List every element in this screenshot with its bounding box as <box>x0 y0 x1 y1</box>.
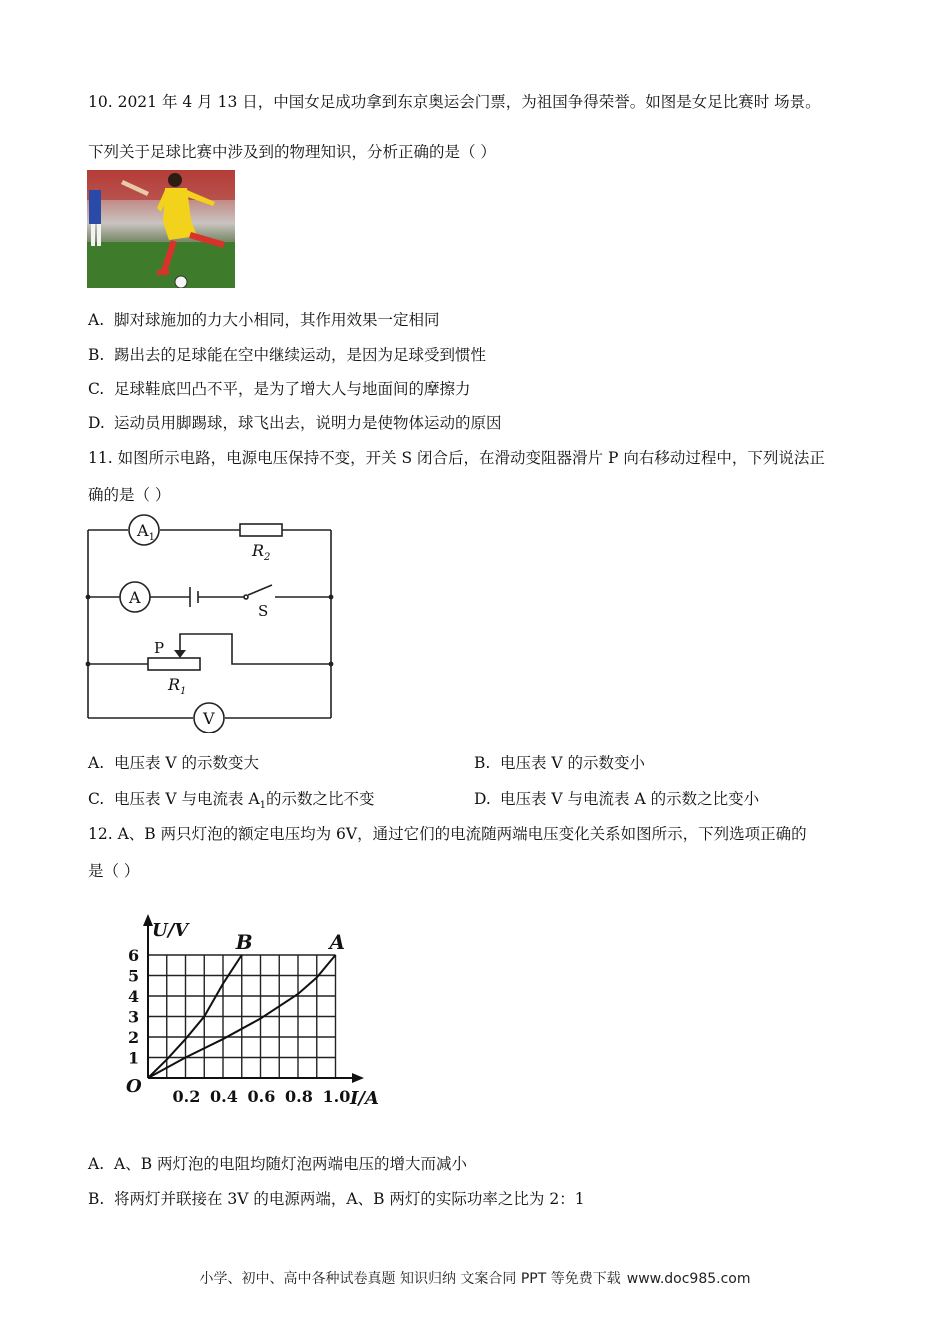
q10-option-a <box>88 308 440 330</box>
resistor-r1-label: $R_1$ <box>168 675 187 697</box>
voltmeter-v-label: V <box>203 709 215 728</box>
series-label-B: B <box>235 930 253 954</box>
q12-option-b <box>88 1187 585 1209</box>
slider-p-label: P <box>154 639 165 657</box>
page-footer <box>0 1268 950 1288</box>
option-text-sub: 1 <box>259 800 267 812</box>
x-axis-label: I/A <box>350 1088 379 1109</box>
y-tick-label: 5 <box>128 966 140 986</box>
q11-option-d <box>474 787 759 809</box>
y-tick-label: 4 <box>128 987 140 1006</box>
resistor-r2-label: $R_2$ <box>252 541 271 563</box>
graph-labels <box>126 920 379 1109</box>
q10-option-c <box>88 377 471 399</box>
footer-url[interactable]: www.doc985.com <box>626 1271 751 1287</box>
q11-stem-line2: 确的是（ ） <box>88 486 171 504</box>
option-text: 踢出去的足球能在空中继续运动，是因为足球受到惯性 <box>114 346 487 364</box>
q11-stem-line1: 11. 如图所示电路，电源电压保持不变，开关 S 闭合后，在滑动变阻器滑片 P 向右移动过程中，下列说法正 <box>88 449 825 467</box>
soccer-photo <box>87 170 235 288</box>
option-text: 运动员用脚踢球，球飞出去，说明力是使物体运动的原因 <box>114 414 502 432</box>
option-key: D. <box>88 414 105 432</box>
y-axis-label: U/V <box>152 920 189 941</box>
option-key: A. <box>88 311 105 329</box>
x-axis-arrow <box>352 1073 364 1083</box>
option-key: D. <box>474 790 491 808</box>
origin-label: O <box>126 1076 142 1097</box>
y-tick-label: 1 <box>128 1048 140 1068</box>
y-tick-label: 2 <box>128 1028 140 1047</box>
option-text: 电压表 V 的示数变小 <box>500 754 646 772</box>
q11-option-c <box>88 787 375 811</box>
graph-grid <box>148 955 336 1078</box>
iu-graph <box>120 908 390 1122</box>
option-key: C. <box>88 790 105 808</box>
q10-stem-line1: 10. 2021 年 4 月 13 日，中国女足成功拿到东京奥运会门票，为祖国争得荣誉。如图是女足比赛时 场景。 <box>88 93 821 111</box>
y-tick-label: 3 <box>128 1007 140 1027</box>
option-key: B. <box>88 1190 105 1208</box>
option-key: C. <box>88 380 105 398</box>
option-key: A. <box>88 754 105 772</box>
x-tick-label: 0.8 <box>285 1087 313 1106</box>
q10-stem-line2: 下列关于足球比赛中涉及到的物理知识，分析正确的是（ ） <box>88 143 496 161</box>
ammeter-a1-label: $A_1$ <box>137 521 155 543</box>
q12-stem-line2: 是（ ） <box>88 862 140 880</box>
option-text: 电压表 V 的示数变大 <box>114 754 260 772</box>
q10-option-d <box>88 411 502 433</box>
q11-option-b <box>474 751 645 773</box>
q12-option-a <box>88 1152 467 1174</box>
option-text: A、B 两灯泡的电阻均随灯泡两端电压的增大而减小 <box>114 1155 468 1173</box>
option-text-post: 的示数之比不变 <box>266 790 375 808</box>
option-text: 将两灯并联接在 3V 的电源两端，A、B 两灯的实际功率之比为 2：1 <box>114 1190 585 1208</box>
option-text-pre: 电压表 V 与电流表 A <box>114 790 260 808</box>
x-tick-label: 0.4 <box>210 1087 238 1106</box>
x-tick-label: 0.2 <box>172 1087 201 1106</box>
x-tick-label: 1.0 <box>322 1087 351 1106</box>
ammeter-a-label: A <box>129 588 141 607</box>
y-tick-label: 6 <box>128 946 140 965</box>
switch-s-label: S <box>258 602 269 620</box>
q12-stem-line1: 12. A、B 两只灯泡的额定电压均为 6V，通过它们的电流随两端电压变化关系如图所示，下列选项正确的 <box>88 825 807 843</box>
option-text: 脚对球施加的力大小相同，其作用效果一定相同 <box>114 311 440 329</box>
option-key: A. <box>88 1155 105 1173</box>
option-text: 足球鞋底凹凸不平，是为了增大人与地面间的摩擦力 <box>114 380 471 398</box>
footer-text: 小学、初中、高中各种试卷真题 知识归纳 文案合同 PPT 等免费下载 <box>199 1271 621 1287</box>
series-label-A: A <box>329 930 346 954</box>
x-tick-label: 0.6 <box>247 1087 276 1106</box>
option-key: B. <box>88 346 105 364</box>
q10-option-b <box>88 343 486 365</box>
circuit-diagram <box>80 508 350 737</box>
q11-option-a <box>88 751 259 773</box>
option-text: 电压表 V 与电流表 A 的示数之比变小 <box>500 790 760 808</box>
option-key: B. <box>474 754 491 772</box>
